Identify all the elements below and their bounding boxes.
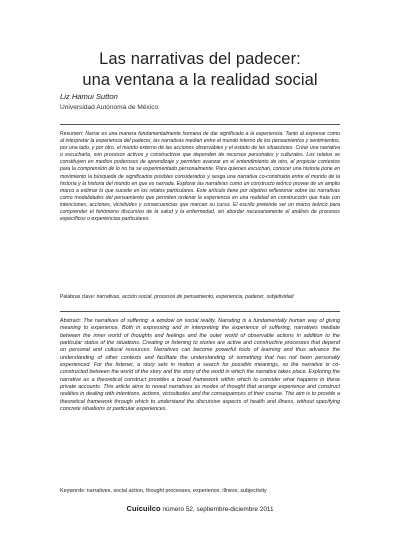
journal-issue: número 52, septiembre-diciembre 2011 (162, 506, 274, 513)
author-affiliation: Universidad Autónoma de México (60, 104, 159, 111)
abstract-label: Abstract: (60, 318, 82, 324)
article-title (60, 49, 340, 91)
journal-footer (0, 504, 400, 513)
keywords-label: Keywords: (60, 488, 86, 494)
divider-middle (60, 311, 340, 312)
palabras-clave-label: Palabras clave: (60, 294, 96, 300)
keywords-text: narratives, social action, thought processes, experience, illness, subjectivity (86, 488, 267, 494)
keywords-paragraph (60, 488, 340, 495)
journal-brand: Cuicuilco (126, 504, 161, 513)
resumen-text: Narrar es una manera fundamentalmente humana de dar significado a la experiencia. Tanto al expresar como al interpretar la experiencia del padecer, las narrativas median entre el mundo interno de los pensamientos y sentimientos, por una lado, y por otro, el mundo externo de las acciones observables y el estado de las situaciones. Crear una narrativa o escucharla, son procesos activos y constructivos que dependen de recursos personales y culturales. Los relatos se constituyen en medios poderosos de aprendizaje y permiten avanzar en el entendimiento de otro, al propiciar contextos para la comprensión de lo no ha se experimentado personalmente. Para quienes escuchan, conocer una historia pone en movimiento la búsqueda de significados posibles considerados y sesga una narrativa co-construida entre el mundo de la historia y la historia del mundo en que es narrada. Explorar las narrativas como un constructo teórico provee de un amplio marco a estimar lo que sucede en los relatos particulares. Este artículo tiene por objetivo reflexionar sobre las narrativas como modalidades del pensamiento que permiten ordenar la experiencia en una realidad en construcción que trata con intenciones, acciones, vicisitudes y consecuencias que marcan su curso. El escrito pretende ser un marco teórico para comprender el fenómeno discursivo de la salud y la enfermedad, sin abordar necesariamente el análisis de procesos específicos o experiencias particulares. (60, 131, 340, 223)
palabras-clave-paragraph (60, 294, 340, 301)
author-name: Liz Hamui Sutton (60, 92, 118, 101)
abstract-paragraph (60, 318, 340, 413)
divider-top (60, 124, 340, 125)
resumen-paragraph (60, 131, 340, 223)
resumen-label: Resumen: (60, 131, 84, 137)
abstract-text: The narratives of suffering: a window on social reality. Narrating is a fundamentally human way of giving meaning to experience. Both in expressing and in interpreting the experience of suffering, narratives mediate between the inner world of thoughts and feelings and the outer world of observable actions in addition to the particular status of the situations. Creating or listening to stories are active and constructive processes that depend on personal and cultural resources. Narratives can become powerful tools of learning and thus advance the understanding of other contexts and facilitate the understanding of something that has not been personally experienced. For the listener, a story sets in motion a search for possible meanings, so the narrative is co-constructed between the world of the story and the story of the world in which the narrative takes place. Exploring the narrative as a theoretical construct provides a broad framework within which to consider what happens in these private accounts. This article aims to reveal narratives as modes of thought that arrange experience and construct realities in dealing with intentions, actions, vicissitudes and the consequences of their course. The aim is to provide a theoretical framework through which to understand the discursive aspects of health and illness, without specifying concrete situations or particular experiences. (60, 318, 340, 413)
title-line-2: una ventana a la realidad social (82, 71, 318, 90)
palabras-clave-text: narrativas, acción social, procesos de pensamiento, experiencia, padecer, subjetividad (96, 294, 294, 300)
title-line-1: Las narrativas del padecer: (99, 50, 301, 69)
